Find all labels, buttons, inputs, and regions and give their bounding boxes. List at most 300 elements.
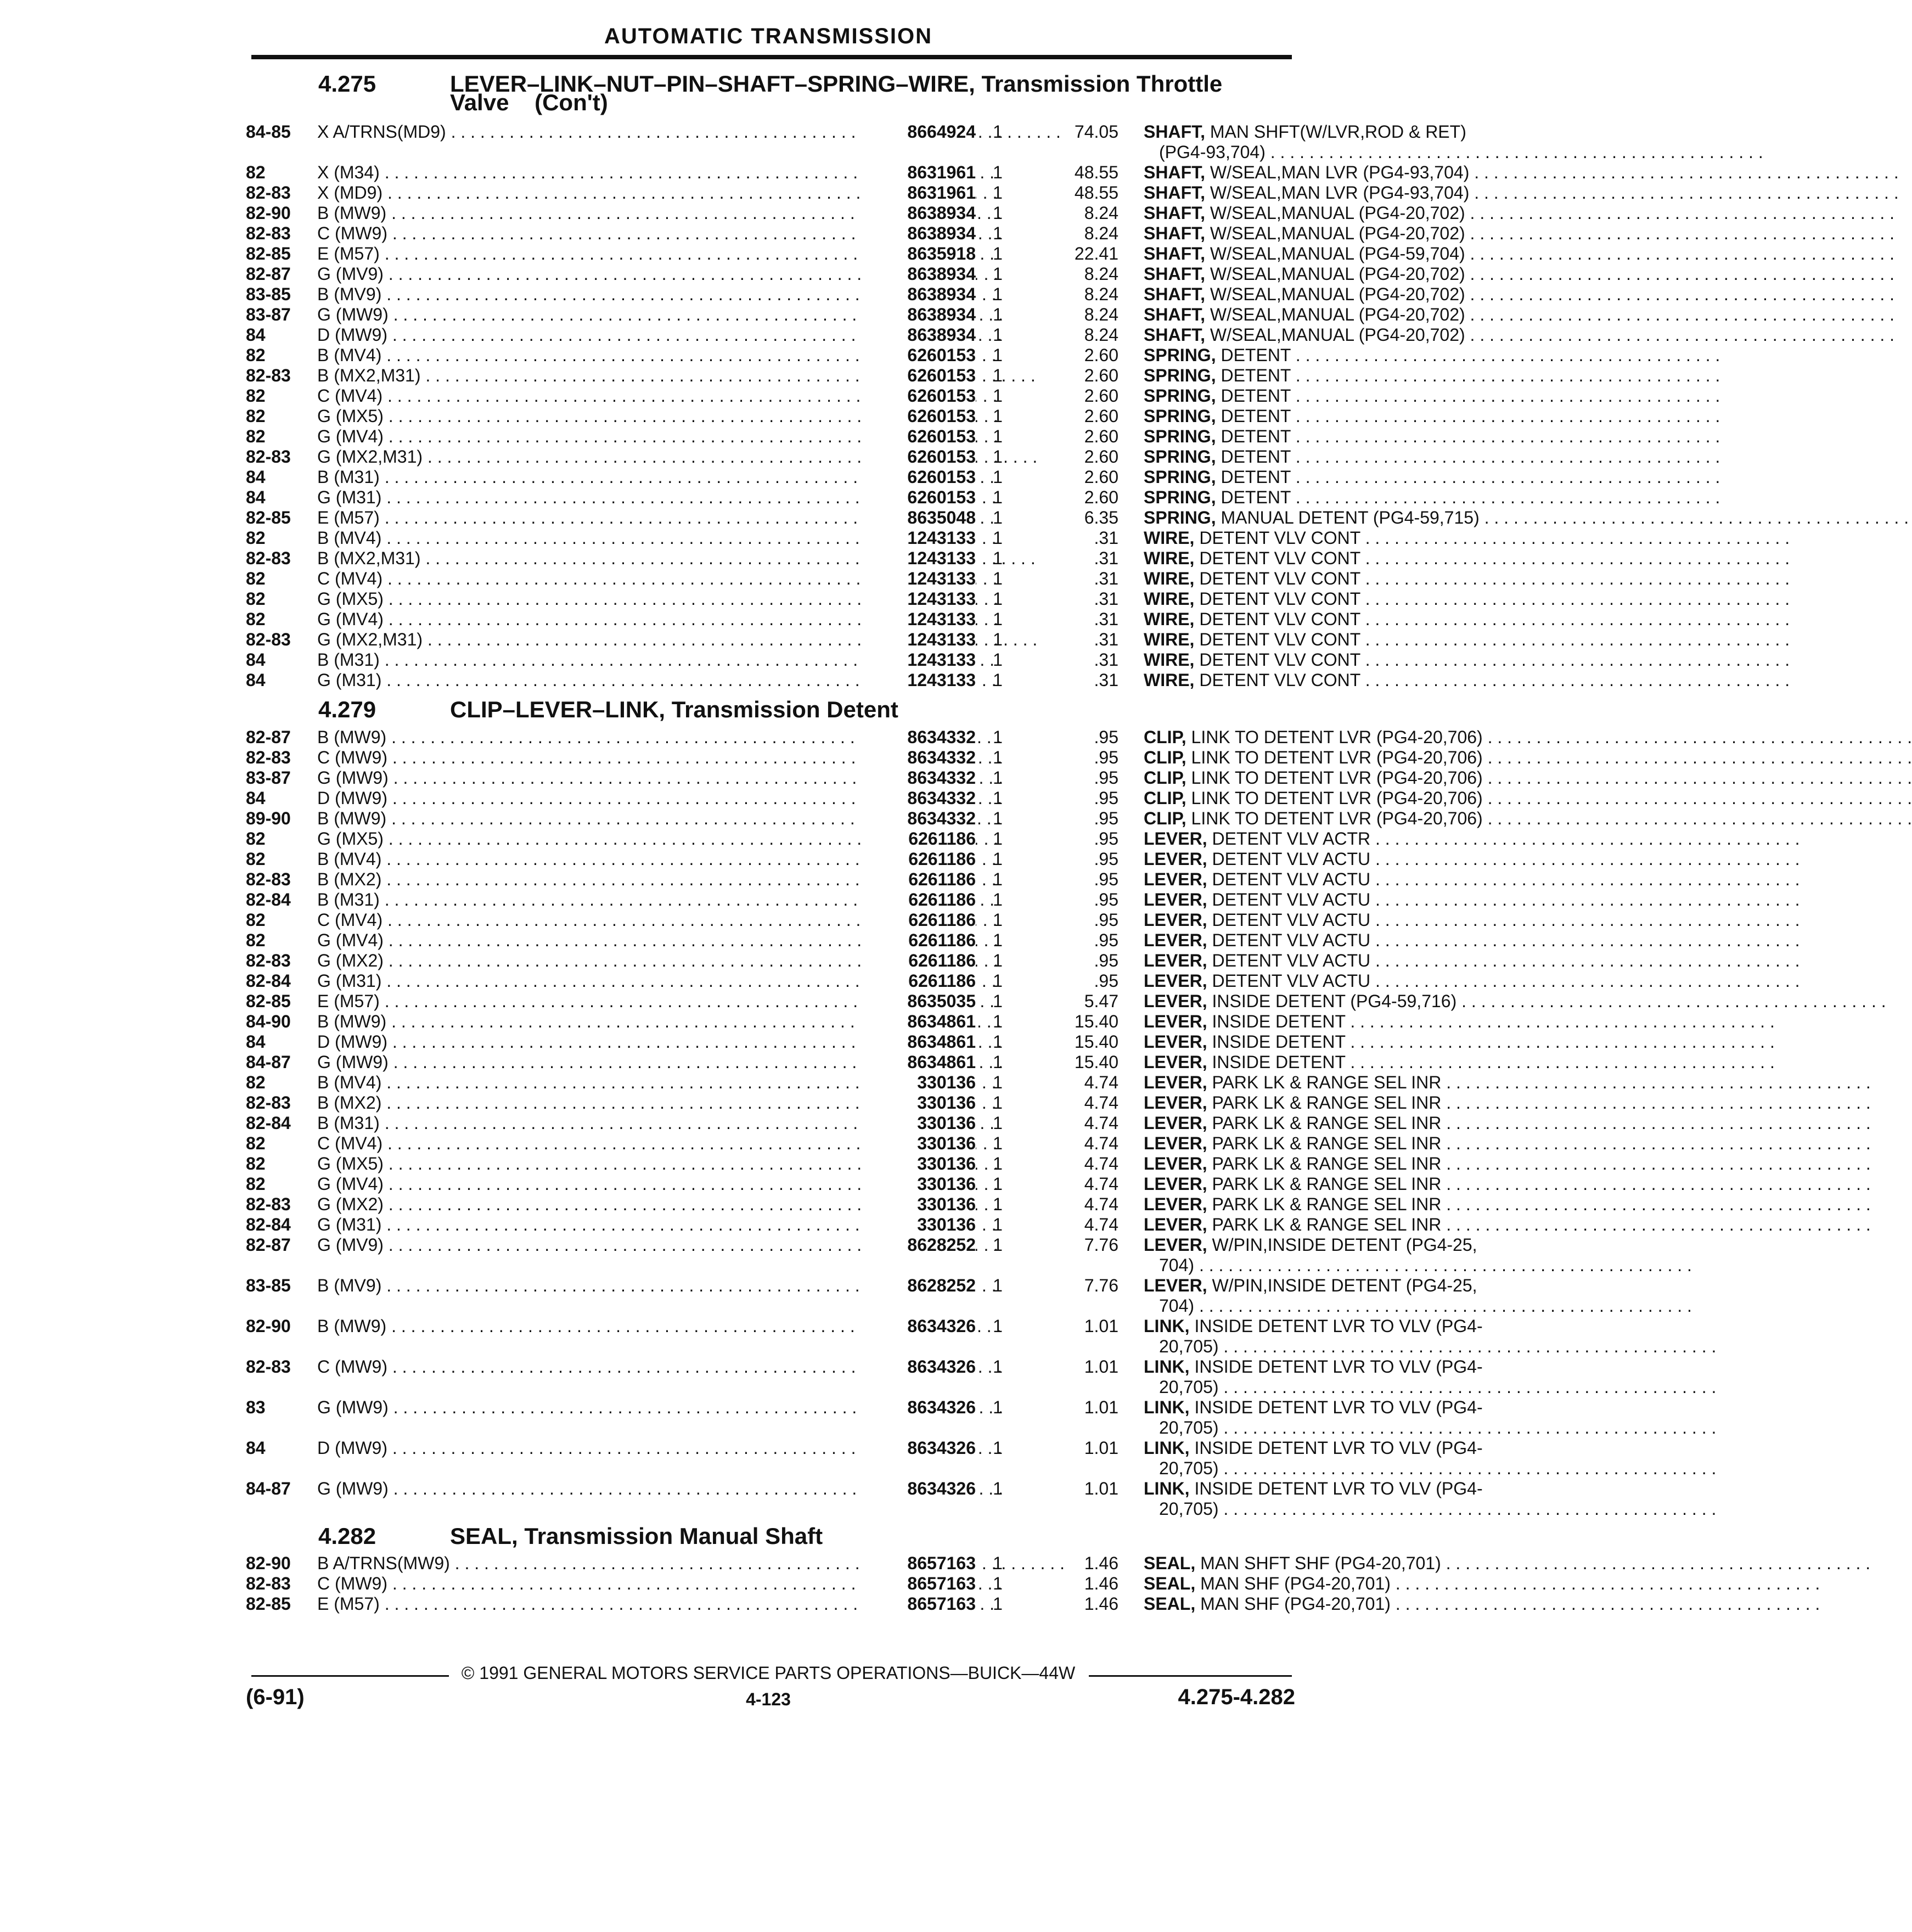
table-row [246,325,1465,345]
quantity-cell: 1 [993,1276,1003,1295]
year-cell: 82-85 [246,244,291,263]
part-number-cell: 6261186 [861,829,976,849]
year-cell: 82-83 [246,447,291,467]
year-cell: 89-90 [246,808,291,828]
quantity-cell: 1 [993,670,1003,690]
table-row [246,630,1360,650]
description-text: DETENT VLV ACTU . . . [1212,910,1799,930]
year-cell: 82-90 [246,1553,291,1573]
price-cell: 4.74 [1084,1133,1118,1153]
description-cell [1144,849,1539,869]
table-row [246,890,1371,910]
description-continued: 704) . . . [1159,1255,1539,1276]
quantity-cell: 1 [993,122,1003,142]
price-cell: 8.24 [1084,284,1118,304]
table-row [246,548,1360,569]
price-cell: .31 [1094,589,1118,609]
part-number-cell: 8635918 [861,244,976,264]
model-cell: C (MW9) . . . [317,223,861,244]
price-cell: 4.74 [1084,1072,1118,1092]
price-cell: 48.55 [1074,183,1118,203]
table-row [246,406,1300,426]
description-text: DETENT VLV ACTU . . . [1212,849,1799,869]
quantity-cell: 1 [993,1553,1003,1573]
table-row [246,808,1483,829]
description-category: SEAL, [1144,1574,1196,1593]
description-text: MAN SHF (PG4-20,701) . . . [1200,1594,1820,1614]
model-cell: C (MV4) . . . [317,569,861,589]
description-category: WIRE, [1144,670,1195,690]
table-row [246,788,1483,808]
part-number-cell: 8634332 [861,727,976,748]
description-cell [1144,305,1539,325]
part-number-cell: 6260153 [861,447,976,467]
price-cell: 8.24 [1084,305,1118,324]
model-cell: G (MV9) . . . [317,264,861,284]
description-category: LEVER, [1144,951,1207,970]
price-cell: .95 [1094,788,1118,808]
model-cell: D (MW9) . . . [317,325,861,345]
model-cell: G (MV4) . . . [317,1174,861,1194]
year-cell: 82 [246,930,266,950]
description-cell [1144,1174,1539,1194]
price-cell: .95 [1094,869,1118,889]
description-cell [1144,971,1539,991]
description-category: WIRE, [1144,528,1195,548]
table-row [246,1154,1442,1174]
part-number-cell: 1243133 [861,609,976,630]
quantity-cell: 1 [993,1235,1003,1255]
description-text: W/SEAL,MAN LVR (PG4-93,704) . . . [1210,183,1899,203]
description-text: MAN SHF (PG4-20,701) . . . [1200,1574,1820,1593]
table-row [246,305,1465,325]
description-text: W/SEAL,MAN LVR (PG4-93,704) . . . [1210,162,1899,182]
description-category: LEVER, [1144,1113,1207,1133]
price-cell: .31 [1094,650,1118,670]
table-row [246,1032,1346,1052]
table-row [246,244,1465,264]
quantity-cell: 1 [993,829,1003,849]
table-row [246,223,1465,244]
price-cell: .31 [1094,548,1118,568]
description-continued: 20,705) . . . [1159,1377,1539,1397]
model-cell: B (M31) . . . [317,1113,861,1133]
model-cell: X (M34) . . . [317,162,861,183]
description-text: DETENT . . . [1221,366,1720,385]
model-cell: E (M57) . . . [317,1594,861,1614]
description-category: SHAFT, [1144,244,1205,263]
description-category: LEVER, [1144,910,1207,930]
price-cell: 15.40 [1074,1012,1118,1031]
table-row [246,203,1465,223]
price-cell: 1.46 [1084,1553,1118,1573]
year-cell: 82-85 [246,991,291,1011]
description-text: PARK LK & RANGE SEL INR . . . [1212,1133,1870,1153]
price-cell: 74.05 [1074,122,1118,142]
part-number-cell: 1243133 [861,548,976,569]
table-row [246,345,1300,366]
page-header-title: AUTOMATIC TRANSMISSION [604,24,933,48]
table-row [246,467,1300,487]
description-category: LINK, [1144,1438,1190,1458]
table-row [246,1113,1442,1133]
description-cell [1144,748,1539,768]
description-continued: (PG4-93,704) . . . [1159,142,1539,162]
model-cell: C (MW9) . . . [317,1574,861,1594]
quantity-cell: 1 [993,1113,1003,1133]
description-category: SHAFT, [1144,325,1205,345]
quantity-cell: 1 [993,1215,1003,1234]
year-cell: 83-87 [246,768,291,788]
table-row [246,768,1483,788]
table-row [246,426,1300,447]
description-cell [1144,869,1539,890]
description-cell [1144,788,1539,808]
model-cell: B (MW9) . . . [317,1316,861,1336]
description-category: WIRE, [1144,609,1195,629]
price-cell: .95 [1094,829,1118,849]
description-text: PARK LK & RANGE SEL INR . . . [1212,1194,1870,1214]
quantity-cell: 1 [993,991,1003,1011]
quantity-cell: 1 [993,305,1003,324]
price-cell: 4.74 [1084,1174,1118,1194]
footer-copyright: © 1991 GENERAL MOTORS SERVICE PARTS OPERATIONS—BUICK—44W [461,1663,1076,1683]
table-row [246,528,1360,548]
description-category: WIRE, [1144,589,1195,609]
table-row [246,971,1371,991]
part-number-cell: 8657163 [861,1574,976,1594]
description-continued: 704) . . . [1159,1296,1539,1316]
year-cell: 82 [246,1133,266,1153]
year-cell: 82-85 [246,1594,291,1614]
description-category: SHAFT, [1144,162,1205,182]
description-category: LINK, [1144,1316,1190,1336]
description-cell [1144,808,1539,829]
description-category: LEVER, [1144,1154,1207,1173]
description-cell [1144,183,1539,203]
description-cell [1144,1397,1539,1418]
year-cell: 82-90 [246,1316,291,1336]
price-cell: .95 [1094,890,1118,909]
description-text: INSIDE DETENT LVR TO VLV (PG4- [1194,1479,1483,1498]
price-cell: .95 [1094,910,1118,930]
quantity-cell: 1 [993,1133,1003,1153]
description-text: PARK LK & RANGE SEL INR . . . [1212,1072,1870,1092]
model-cell: X A/TRNS(MD9) . . . [317,122,861,142]
quantity-cell: 1 [993,808,1003,828]
description-text: DETENT . . . [1221,467,1720,487]
price-cell: 22.41 [1074,244,1118,263]
table-row [246,951,1371,971]
footer-section-range: 4.275-4.282 [1178,1685,1295,1709]
part-number-cell: 6260153 [861,406,976,426]
description-category: LEVER, [1144,869,1207,889]
year-cell: 82-83 [246,223,291,243]
year-cell: 84 [246,467,266,487]
quantity-cell: 1 [993,1574,1003,1593]
year-cell: 82-84 [246,1113,291,1133]
part-number-cell: 8631961 [861,183,976,203]
description-text: DETENT . . . [1221,447,1720,467]
year-cell: 82-85 [246,508,291,527]
quantity-cell: 1 [993,1316,1003,1336]
year-cell: 84 [246,487,266,507]
part-number-cell: 8638934 [861,284,976,305]
quantity-cell: 1 [993,1072,1003,1092]
description-cell [1144,890,1539,910]
part-number-cell: 8634861 [861,1052,976,1072]
description-cell [1144,366,1539,386]
part-number-cell: 6260153 [861,487,976,508]
description-category: LEVER, [1144,1093,1207,1113]
table-row [246,366,1300,386]
description-text: DETENT VLV ACTR . . . [1212,829,1799,849]
year-cell: 82-83 [246,366,291,385]
part-number-cell: 6260153 [861,345,976,366]
description-text: INSIDE DETENT LVR TO VLV (PG4- [1194,1397,1483,1417]
quantity-cell: 1 [993,366,1003,385]
model-cell: G (MX2) . . . [317,951,861,971]
description-category: LEVER, [1144,1133,1207,1153]
table-row [246,1215,1442,1235]
description-text: INSIDE DETENT LVR TO VLV (PG4- [1194,1438,1483,1458]
part-number-cell: 8634861 [861,1032,976,1052]
table-row [246,727,1483,748]
part-number-cell: 330136 [861,1093,976,1113]
price-cell: 7.76 [1084,1235,1118,1255]
description-text: INSIDE DETENT LVR TO VLV (PG4- [1194,1316,1483,1336]
description-cell [1144,910,1539,930]
description-cell [1144,727,1539,748]
table-row [246,849,1371,869]
quantity-cell: 1 [993,1438,1003,1458]
table-row [246,1133,1442,1154]
description-category: LEVER, [1144,1052,1207,1072]
model-cell: C (MV4) . . . [317,910,861,930]
price-cell: 15.40 [1074,1032,1118,1052]
description-category: SPRING, [1144,366,1216,385]
model-cell: X (MD9) . . . [317,183,861,203]
table-row [246,869,1371,890]
year-cell: 84-87 [246,1052,291,1072]
quantity-cell: 1 [993,325,1003,345]
section-title: LEVER–LINK–NUT–PIN–SHAFT–SPRING–WIRE, Transmission Throttle [450,71,1223,97]
model-cell: G (MX5) . . . [317,829,861,849]
description-cell [1144,1133,1539,1154]
quantity-cell: 1 [993,284,1003,304]
year-cell: 82 [246,829,266,849]
part-number-cell: 8631961 [861,162,976,183]
quantity-cell: 1 [993,162,1003,182]
price-cell: 1.01 [1084,1357,1118,1377]
table-row [246,1276,1477,1316]
table-row [246,569,1360,589]
table-row [246,1093,1442,1113]
description-text: LINK TO DETENT LVR (PG4-20,706) . . . [1191,748,1912,767]
quantity-cell: 1 [993,1357,1003,1377]
description-category: LEVER, [1144,1235,1207,1255]
table-row [246,1357,1483,1397]
model-cell: B (MV9) . . . [317,284,861,305]
year-cell: 82 [246,528,266,548]
year-cell: 82-83 [246,1357,291,1377]
model-cell: C (MV4) . . . [317,1133,861,1154]
price-cell: 2.60 [1084,345,1118,365]
year-cell: 82-83 [246,1574,291,1593]
quantity-cell: 1 [993,650,1003,670]
part-number-cell: 8628252 [861,1276,976,1296]
description-cell [1144,284,1539,305]
description-category: WIRE, [1144,650,1195,670]
model-cell: G (MW9) . . . [317,768,861,788]
quantity-cell: 1 [993,1194,1003,1214]
description-cell [1144,1154,1539,1174]
table-row [246,609,1360,630]
part-number-cell: 6261186 [861,971,976,991]
model-cell: G (MW9) . . . [317,1479,861,1499]
year-cell: 83-85 [246,1276,291,1295]
description-text: DETENT VLV ACTU . . . [1212,890,1799,909]
description-category: SHAFT, [1144,203,1205,223]
description-category: SPRING, [1144,508,1216,527]
description-cell [1144,829,1539,849]
description-cell [1144,223,1539,244]
price-cell: 8.24 [1084,203,1118,223]
table-row [246,748,1483,768]
year-cell: 82 [246,406,266,426]
part-number-cell: 1243133 [861,670,976,690]
table-row [246,122,1466,162]
description-cell [1144,768,1539,788]
price-cell: 1.01 [1084,1316,1118,1336]
model-cell: D (MW9) . . . [317,1032,861,1052]
price-cell: 1.01 [1084,1397,1118,1417]
price-cell: .95 [1094,727,1118,747]
table-row [246,386,1300,406]
year-cell: 82 [246,609,266,629]
part-number-cell: 8638934 [861,325,976,345]
model-cell: B (MX2,M31) . . . [317,366,861,386]
description-text: W/SEAL,MANUAL (PG4-20,702) . . . [1210,223,1894,243]
model-cell: E (M57) . . . [317,244,861,264]
description-cell [1144,1194,1539,1215]
description-text: DETENT VLV CONT . . . [1199,609,1790,629]
quantity-cell: 1 [993,630,1003,649]
description-cell [1144,1072,1539,1093]
model-cell: G (MX2,M31) . . . [317,630,861,650]
description-category: LEVER, [1144,829,1207,849]
table-row [246,589,1360,609]
price-cell: .95 [1094,930,1118,950]
price-cell: 2.60 [1084,366,1118,385]
table-row [246,829,1371,849]
part-number-cell: 8634326 [861,1316,976,1336]
price-cell: .95 [1094,748,1118,767]
description-cell [1144,508,1539,528]
part-number-cell: 1243133 [861,569,976,589]
section-number: 4.282 [318,1523,376,1549]
table-row [246,1174,1442,1194]
table-row [246,1012,1346,1032]
description-cell [1144,1215,1539,1235]
part-number-cell: 6260153 [861,426,976,447]
year-cell: 83-85 [246,284,291,304]
year-cell: 82-90 [246,203,291,223]
description-cell [1144,1052,1539,1072]
year-cell: 83 [246,1397,266,1417]
price-cell: 1.01 [1084,1479,1118,1498]
description-category: LEVER, [1144,1072,1207,1092]
model-cell: G (MX2) . . . [317,1194,861,1215]
part-number-cell: 1243133 [861,589,976,609]
description-cell [1144,386,1539,406]
year-cell: 82-83 [246,1093,291,1113]
year-cell: 82-84 [246,971,291,991]
part-number-cell: 330136 [861,1194,976,1215]
description-text: W/SEAL,MANUAL (PG4-20,702) . . . [1210,264,1894,284]
description-text: W/SEAL,MANUAL (PG4-59,704) . . . [1210,244,1894,263]
description-category: LINK, [1144,1357,1190,1377]
price-cell: 48.55 [1074,162,1118,182]
description-text: INSIDE DETENT LVR TO VLV (PG4- [1194,1357,1483,1377]
model-cell: G (MW9) . . . [317,1397,861,1418]
description-continued: 20,705) . . . [1159,1418,1539,1438]
model-cell: B (MW9) . . . [317,1012,861,1032]
model-cell: B (M31) . . . [317,890,861,910]
quantity-cell: 1 [993,589,1003,609]
year-cell: 82 [246,345,266,365]
table-row [246,1235,1477,1276]
year-cell: 82 [246,1154,266,1173]
year-cell: 84 [246,650,266,670]
quantity-cell: 1 [993,548,1003,568]
part-number-cell: 8635048 [861,508,976,528]
model-cell: G (M31) . . . [317,971,861,991]
price-cell: 4.74 [1084,1093,1118,1113]
part-number-cell: 8634332 [861,808,976,829]
model-cell: G (MV4) . . . [317,930,861,951]
model-cell: B (MV4) . . . [317,528,861,548]
price-cell: .95 [1094,971,1118,991]
table-row [246,930,1371,951]
year-cell: 82-83 [246,1194,291,1214]
description-continued: 20,705) . . . [1159,1499,1539,1519]
price-cell: 2.60 [1084,487,1118,507]
description-text: W/SEAL,MANUAL (PG4-20,702) . . . [1210,305,1894,324]
model-cell: B (MW9) . . . [317,203,861,223]
description-category: CLIP, [1144,768,1186,788]
description-cell [1144,447,1539,467]
description-cell [1144,569,1539,589]
model-cell: G (M31) . . . [317,670,861,690]
table-row [246,1438,1483,1479]
table-row [246,487,1300,508]
model-cell: G (MX5) . . . [317,406,861,426]
description-category: SHAFT, [1144,284,1205,304]
model-cell: B (MX2) . . . [317,1093,861,1113]
price-cell: 4.74 [1084,1194,1118,1214]
part-number-cell: 8664924 [861,122,976,142]
price-cell: .95 [1094,808,1118,828]
price-cell: 4.74 [1084,1215,1118,1234]
model-cell: E (M57) . . . [317,991,861,1012]
description-text: MAN SHFT(W/LVR,ROD & RET) [1210,122,1466,142]
description-text: DETENT VLV ACTU . . . [1212,951,1799,970]
description-continued: 20,705) . . . [1159,1336,1539,1357]
part-number-cell: 8634326 [861,1397,976,1418]
description-cell [1144,991,1539,1012]
description-cell [1144,162,1539,183]
